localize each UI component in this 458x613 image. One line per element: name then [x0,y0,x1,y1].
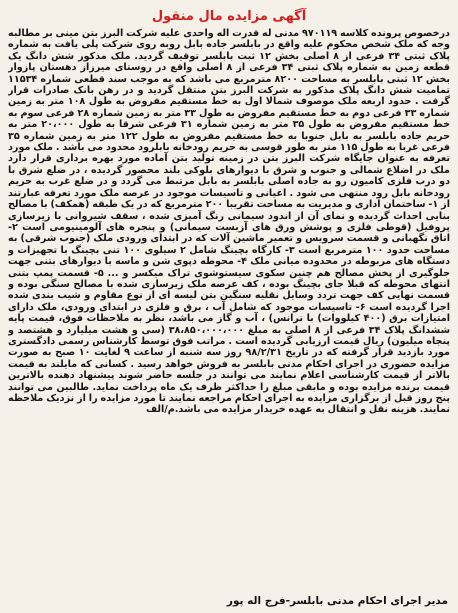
notice-body [8,28,450,584]
notice-body-paragraph: درخصوص پرونده کلاسه ۹۷۰۱۱۹ مدنی له قدرت اله واحدی علیه شرکت البرز بتن مینی بر مطالبه وجه که ملک شخص محکوم علیه واقع در بابلسر جاده بابل روبه روی شرکت پلی یافت به شماره پلاک ثبتی ۳۴ فرعی از ۸ اصلی بخش ۱۲ ثبت بابلسر توقیف گردید. ملک مذکور شش دانگ یک قطعه زمین به شماره پلاک ثبتی ۳۴ فرعی از ۸ اصلی واقع در روستای میرزاز دهستان پازوار بخش ۱۲ ثبتی بابلسر به مساحت ۸۲۰۰ مترمربع می باشد که به موجب سند قطعی شماره ۱۱۵۳۴ تمامیت شش دانگ پلاک مذکور به شرکت البرز بتن منتقل گردید و در رهن بانک صادرات قرار گرفت . حدود اربعه ملک موصوف شمالا اول به خط مستقیم مفروض به طول ۱۰۸ متر به زمین شماره ۳۳ فرعی دوم به خط مستقیم مفروض به طول ۳۳ متر به زمین شماره ۲۸ فرعی سوم به خط مستقیم مفروض به طول ۳۵ متر به زمین شماره ۳۱ فرعی شرقا به طول ۲۰،۰۰۰ متر به حریم جاده بابلسر به بابل جنوبا به خط مستقیم مفروض به طول ۱۲۲ متر به زمین شماره ۳۵ فرعی غربا به طول ۱۱۵ متر به طور قوسی به حریم رودخانه بابلرود محدود می باشد . ملک مورد تعرفه به عنوان جایگاه شرکت البرز بتن در زمینه تولید بتن آماده مورد بهره برداری قرار دارد ملک در اضلاع شمالی و جنوب و شرق با دیوارهای بلوکی بلند محصور گردیده ، در ضلع شرق با دو درب فلزی کامیون رو به جاده اصلی بابلسر به بابل مرتبط می گردد و در ضلع غرب به حریم رودخانه بابل رود منتهی می شود . اعیانی و تاسیسات موجود در عرصه ملک مورد تعرفه عبارتند از ۱- ساختمان اداری و مدیریت به مساحت تقریبا ۲۰۰ مترمربع که در یک طبقه (همکف) با مصالح بنایی احداث گردیده و نمای آن از اندود سیمانی رنگ آمیزی شده ، سقف شیروانی با زیرسازی پروفیل (قوطی فلزی و پوشش ورق های آزبست سیمانی) و پنجره های آلومینیومی است ۲- اتاق نگهبانی و قسمت سرویس و تعمیر ماشین آلات که در ابتدای ورودی ملک (جنوب شرقی) به مساحت حدود ۱۰۰ مترمربع است ۳- کارگاه بچینگ شامل ۲ سیلوی ۱۰۰ تنی بچینگ با تجهیزات و دستگاه های مربوطه در محدوده میانی ملک ۴- محوطه دپوی شن و ماسه با دیوارهای بتنی جهت جلوگیری از پخش مصالح هم چنین سکوی سیستوشوی تراک میکسر و ... ۵- قسمت پمپ بتنی انتهای محوطه که قبلا جای بچینگ بوده ، کف عرصه ملک زیرسازی شده با مصالح سنگی بوده و قسمت نهایی کف جهت تردد وسایل نقلیه سنگین بتن لیسه ای از نوع مقاوم و شیب بندی شده اجرا گردیده است ۶- تاسیسات موجود که شامل آب ، برق و فلزی در ابتدای ورودی، ملک دارای امتیازات برق (۴۰۰ کیلووات) با ترانس) ، آب و گاز می باشد، نظر به ملاحظات فوق، قیمت پایه ششدانگ پلاک ۳۴ فرعی از ۸ اصلی به مبلغ ۳۸،۸۵۰،۰۰۰،۰۰۰ (سی و هشت میلیارد و هشتصد و پنجاه میلیون) ریال قیمت ارزیابی گردیده است . مراتب فوق توسط کارشناس رسمی دادگستری مورد بازدید قرار گرفته که در تاریخ ۹۸/۲/۳۱ روز سه شنبه از ساعت ۹ لغایت ۱۰ صبح به صورت مزایده حضوری در اجرای احکام مدنی بابلسر به فروش خواهد رسید . کسانی که مایلند به قیمت بالاتر از قیمت کارشناسی اعلام نمایند می توانند در جلسه حاضر شوند پیشنهاد دهنده بالاترین قیمت برنده مزایده بوده و مابقی مبلغ را حداکثر ظرف یک ماه پرداخت نماید. طالبین می توانند پنج روز قبل از برگزاری مزایده به اجرای احکام مراجعه نمایند تا مورد مزایده را از نزدیک ملاحظه نمایند. هزینه نقل و انتقال به عهده خریدار مزایده می باشد.م/الف [8,28,450,416]
notice-signature: مدیر اجرای احکام مدنی بابلسر-فرج اله پور [226,595,448,607]
notice-header [8,6,450,26]
notice-title: آگهی مزایده مال منقول [151,8,307,24]
